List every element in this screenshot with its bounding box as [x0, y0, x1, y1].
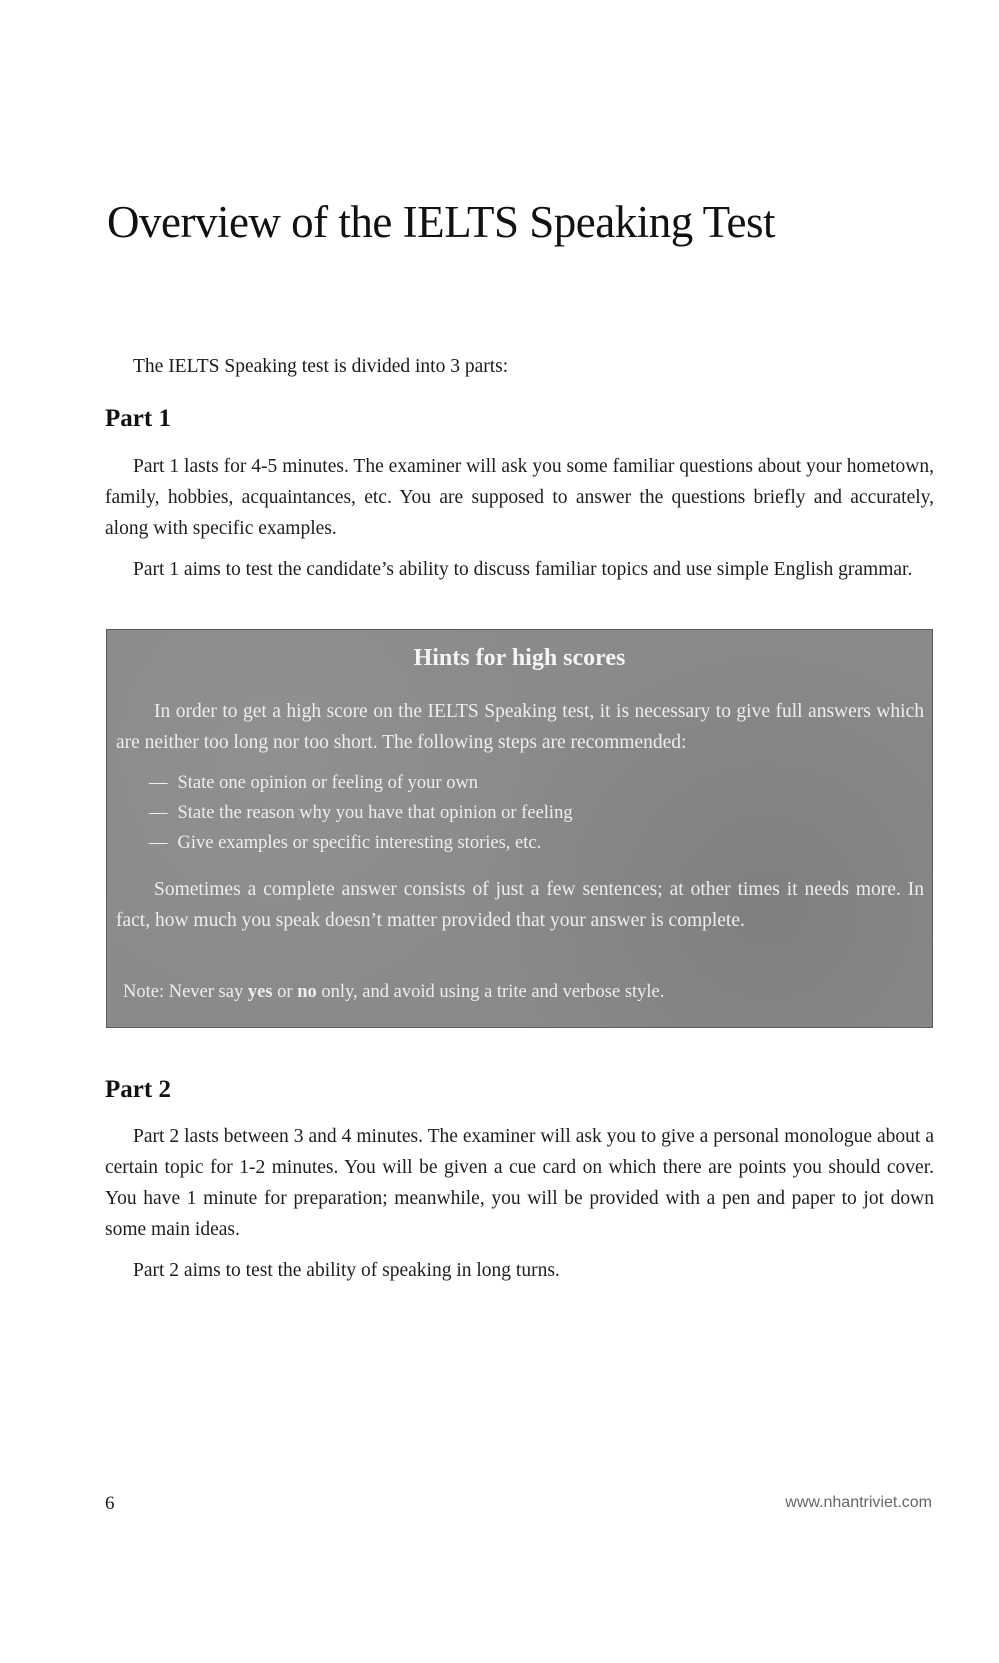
- hints-step: — State the reason why you have that opinion or feeling: [149, 803, 573, 823]
- part2-paragraph-2: Part 2 aims to test the ability of speaking in long turns.: [133, 1260, 560, 1281]
- hints-note: Note: Never say yes or no only, and avoid using a trite and verbose style.: [123, 982, 665, 1002]
- part2-paragraph-1: Part 2 lasts between 3 and 4 minutes. The examiner will ask you to give a personal monologue about a certain topic for 1-2 minutes. You will be given a cue card on which there are points you should cover. You have 1 minute for preparation; meanwhile, you will be provided with a pen and paper to jot down some main ideas.: [105, 1126, 934, 1240]
- part2-heading: Part 2: [105, 1076, 171, 1103]
- page-title: Overview of the IELTS Speaking Test: [107, 197, 775, 247]
- dash-bullet: —: [149, 803, 168, 823]
- hints-box: [106, 629, 933, 1028]
- part1-heading: Part 1: [105, 405, 171, 432]
- hints-step: — State one opinion or feeling of your own: [149, 773, 479, 793]
- dash-bullet: —: [149, 773, 168, 793]
- dash-bullet: —: [149, 833, 168, 853]
- intro-text: The IELTS Speaking test is divided into 3 parts:: [133, 356, 509, 377]
- hints-step: — Give examples or specific interesting stories, etc.: [149, 833, 542, 853]
- part1-paragraph-2: Part 1 aims to test the candidate’s ability to discuss familiar topics and use simple English grammar.: [133, 559, 913, 580]
- hints-steps-list: [149, 768, 573, 858]
- hints-paragraph-1: In order to get a high score on the IELTS Speaking test, it is necessary to give full answers which are neither too long nor too short. The following steps are recommended:: [116, 701, 924, 753]
- part1-paragraph-1: Part 1 lasts for 4-5 minutes. The examiner will ask you some familiar questions about your hometown, family, hobbies, acquaintances, etc. You are supposed to answer the questions briefly and accurately, along with specific examples.: [105, 456, 934, 539]
- footer-website: www.nhantriviet.com: [785, 1494, 932, 1511]
- hints-paragraph-2: Sometimes a complete answer consists of just a few sentences; at other times it needs more. In fact, how much you speak doesn’t matter provided that your answer is complete.: [116, 879, 924, 931]
- page-number: 6: [105, 1493, 115, 1514]
- hints-title: Hints for high scores: [413, 645, 626, 671]
